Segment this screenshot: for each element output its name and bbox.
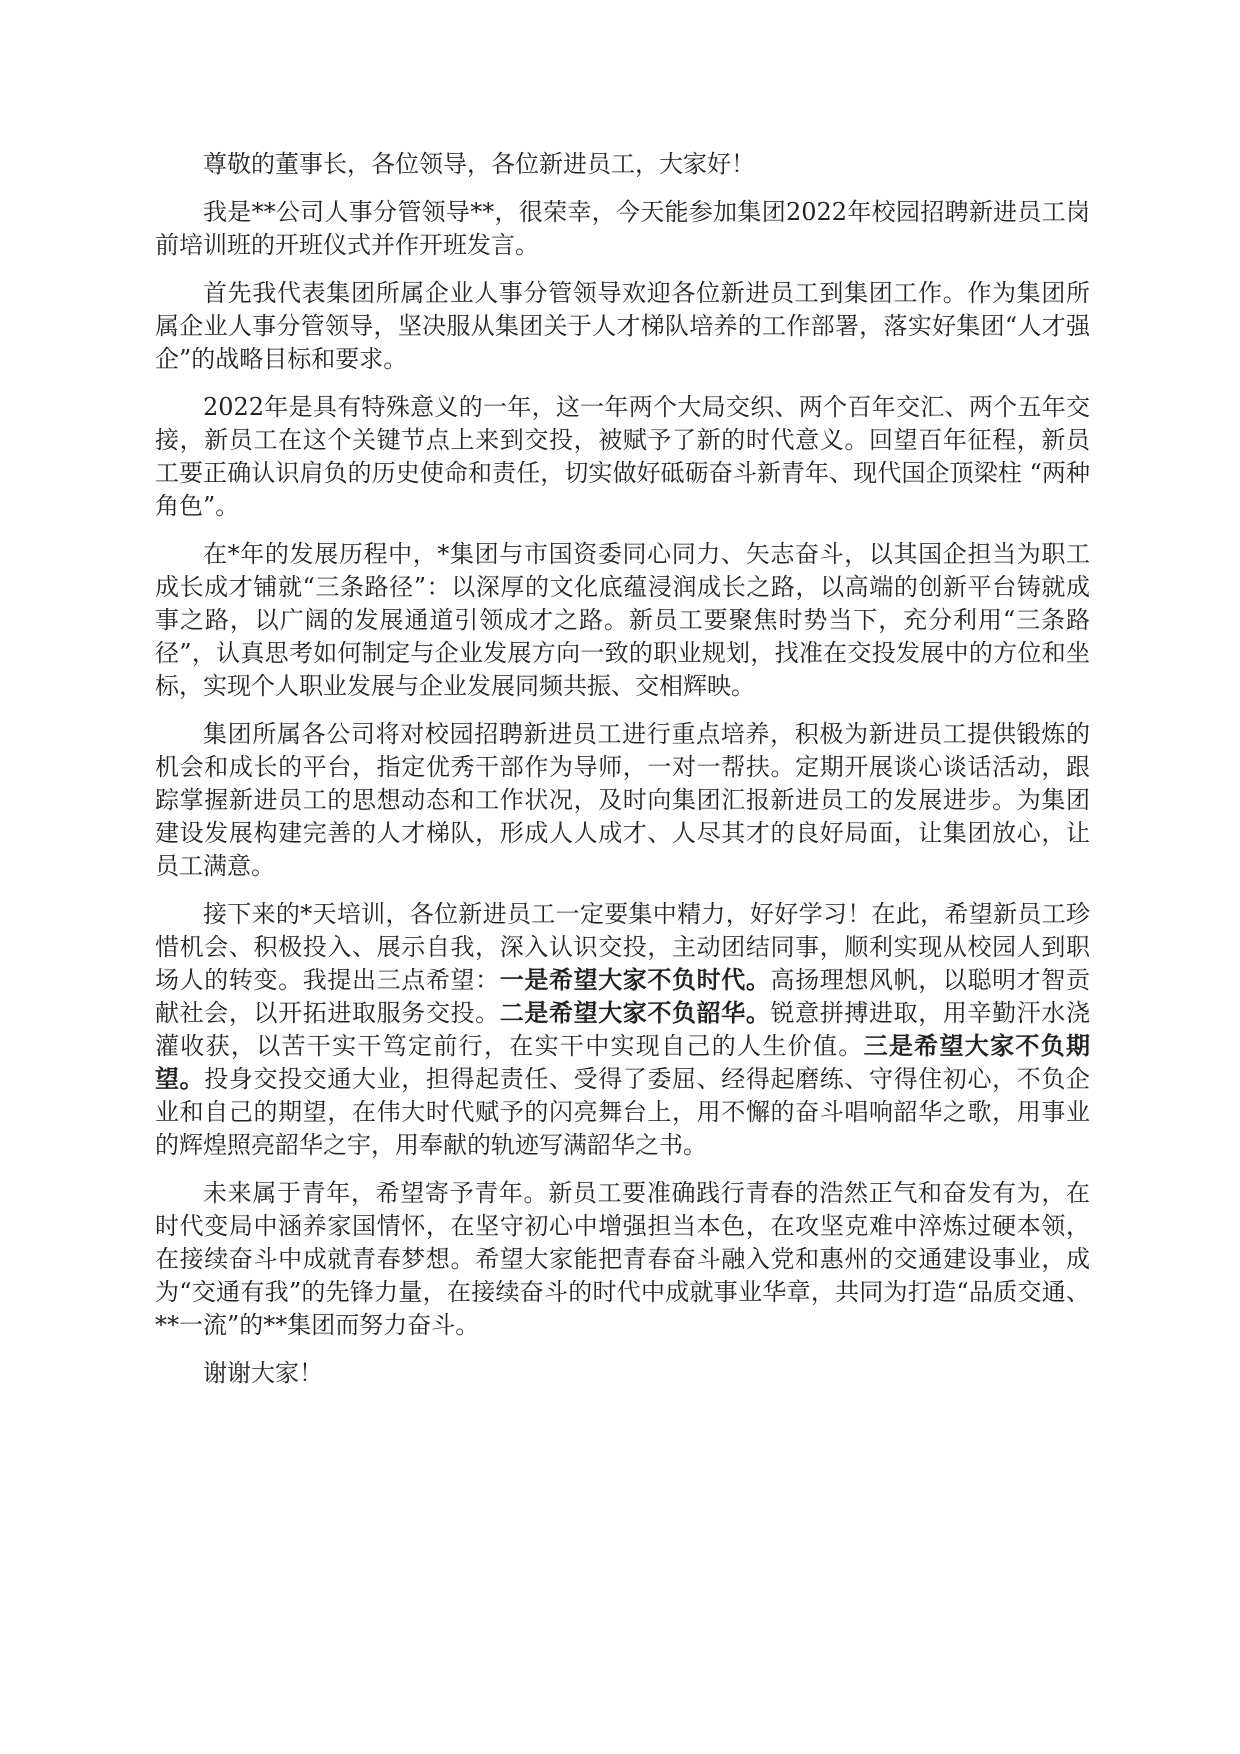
training-paragraph: 集团所属各公司将对校园招聘新进员工进行重点培养，积极为新进员工提供锻炼的机会和成长的平台，指定优秀干部作为导师，一对一帮扶。定期开展谈心谈话活动，跟踪掌握新进员工的思想动态和工作状况，及时向集团汇报新进员工的发展进步。为集团建设发展构建完善的人才梯队，形成人人成才、人尽其才的良好局面，让集团放心，让员工满意。 [155,720,1090,880]
youth-paragraph: 未来属于青年，希望寄予青年。新员工要准确践行青春的浩然正气和奋发有为，在时代变局中涵养家国情怀，在坚守初心中增强担当本色，在攻坚克难中淬炼过硬本领，在接续奋斗中成就青春梦想。希望大家能把青春奋斗融入党和惠州的交通建设事业，成为“交通有我”的先锋力量，在接续奋斗的时代中成就事业华章，共同为打造“品质交通、**一流”的**集团而努力奋斗。 [155,1179,1090,1339]
greeting-paragraph: 尊敬的董事长，各位领导，各位新进员工，大家好！ [203,150,755,178]
history-paragraph: 在*年的发展历程中，*集团与市国资委同心同力、矢志奋斗，以其国企担当为职工成长成才铺就“三条路径”：以深厚的文化底蕴浸润成长之路，以高端的创新平台铸就成事之路，以广阔的发展通道引领成才之路。新员工要聚焦时势当下，充分利用“三条路径”，认真思考如何制定与企业发展方向一致的职业规划，找准在交投发展中的方位和坐标，实现个人职业发展与企业发展同频共振、交相辉映。 [155,540,1090,700]
hope-3-title: 三是希望大家不负期望。 [155,1032,1091,1093]
hopes-intro: 接下来的*天培训，各位新进员工一定要集中精力，好好学习！在此，希望新员工珍惜机会、积极投入、展示自我，深入认识交投，主动团结同事，顺利实现从校园人到职场人的转变。我提出三点希望： [155,900,1090,994]
hope-1-title: 一是希望大家不负时代。 [499,966,771,994]
speech-body [155,148,1090,1405]
welcome-paragraph: 首先我代表集团所属企业人事分管领导欢迎各位新进员工到集团工作。作为集团所属企业人事分管领导，坚决服从集团关于人才梯队培养的工作部署，落实好集团“人才强企”的战略目标和要求。 [155,279,1090,373]
closing-paragraph: 谢谢大家！ [203,1359,323,1387]
significance-paragraph: 2022年是具有特殊意义的一年，这一年两个大局交织、两个百年交汇、两个五年交接，新员工在这个关键节点上来到交投，被赋予了新的时代意义。回望百年征程，新员工要正确认识肩负的历史使命和责任，切实做好砥砺奋斗新青年、现代国企顶梁柱 “两种角色”。 [155,393,1090,520]
hope-2-title: 二是希望大家不负韶华。 [499,999,771,1027]
hope-2-text: 锐意拼搏进取，用辛勤汗水浇灌收获，以苦干实干笃定前行，在实干中实现自己的人生价值。 [155,999,1091,1060]
intro-paragraph: 我是**公司人事分管领导**，很荣幸，今天能参加集团2022年校园招聘新进员工岗前培训班的开班仪式并作开班发言。 [155,198,1090,259]
hope-1-text: 高扬理想风帆，以聪明才智贡献社会，以开拓进取服务交投。 [155,966,1091,1027]
hopes-paragraph [155,898,1090,1162]
hope-3-text: 投身交投交通大业，担得起责任、受得了委屈、经得起磨练、守得住初心，不负企业和自己的期望，在伟大时代赋予的闪亮舞台上，用不懈的奋斗唱响韶华之歌，用事业的辉煌照亮韶华之宇，用奉献的轨迹写满韶华之书。 [155,1065,1091,1159]
